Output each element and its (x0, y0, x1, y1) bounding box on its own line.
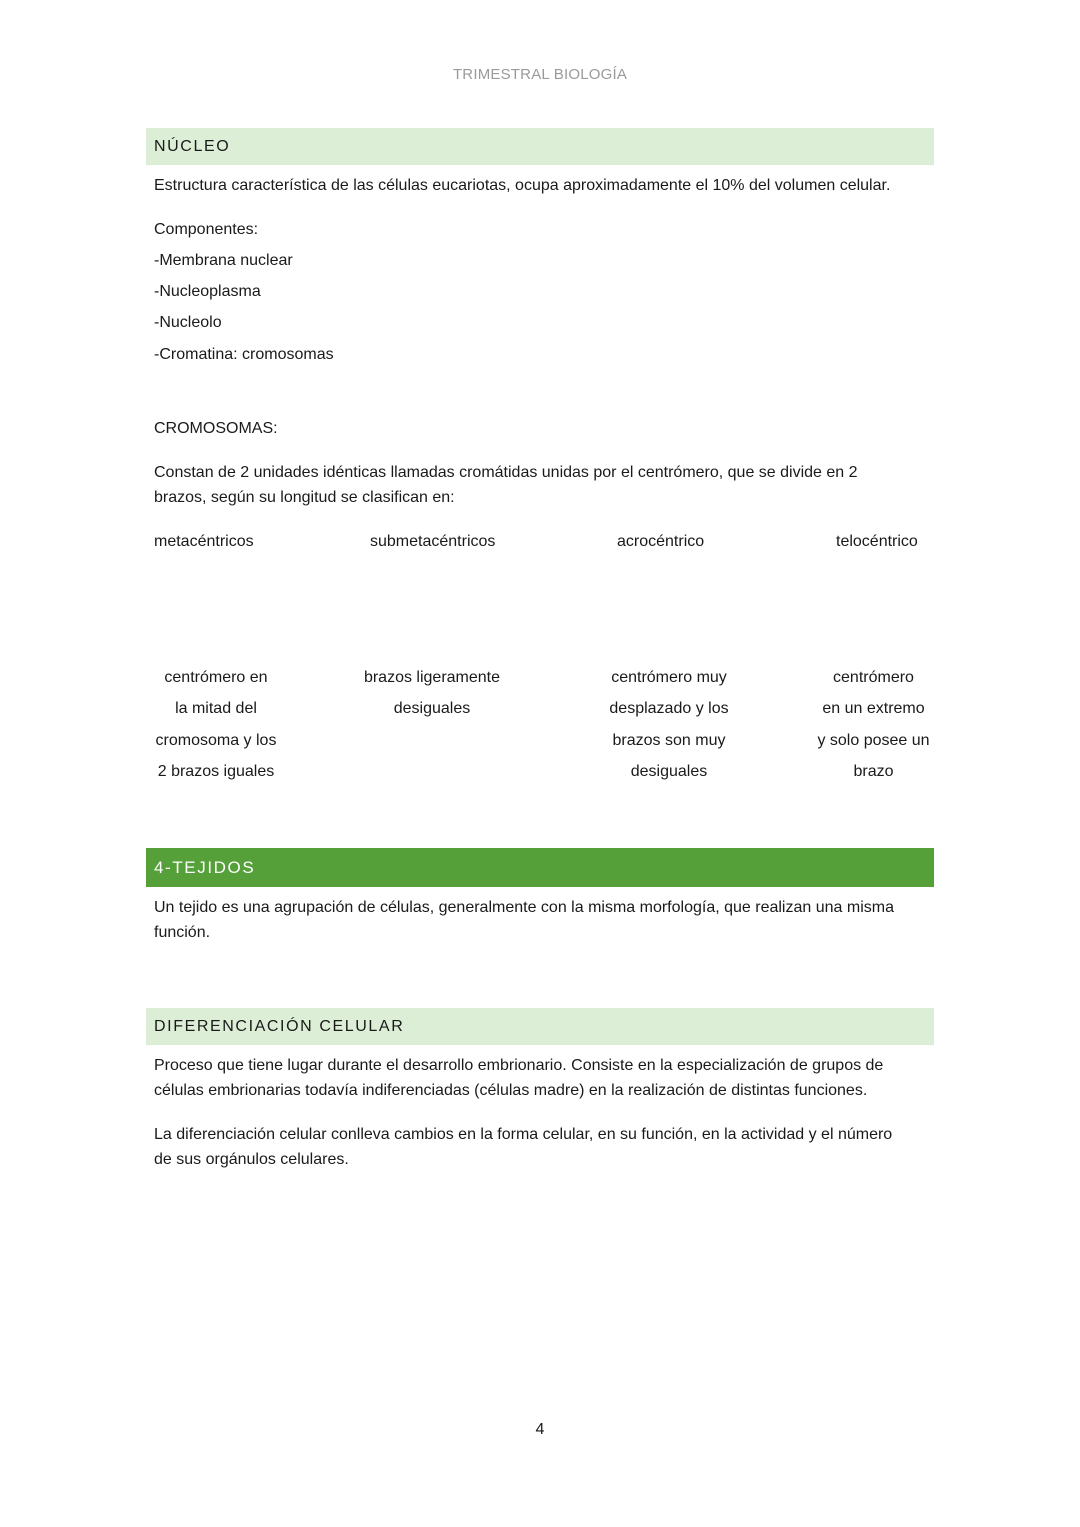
diferenciacion-text-line: de sus orgánulos celulares. (154, 1151, 349, 1168)
section-heading-diferenciacion: DIFERENCIACIÓN CELULAR (146, 1008, 934, 1045)
desc-line: centrómero muy (611, 669, 727, 686)
component-item: -Cromatina: cromosomas (154, 346, 334, 363)
desc-line: brazos son muy (612, 731, 726, 749)
chromosome-type-acrocentric: acrocéntrico (617, 533, 705, 550)
desc-line: la mitad del (175, 700, 257, 718)
desc-line: centrómero (833, 669, 914, 686)
desc-line: y solo posee un (817, 731, 930, 749)
tejidos-text-line: Un tejido es una agrupación de células, generalmente con la misma morfología, que realizan una misma (154, 899, 894, 916)
cromosomas-description-line: Constan de 2 unidades idénticas llamadas cromátidas unidas por el centrómero, que se divide en 2 (154, 464, 858, 481)
desc-line: brazo (853, 762, 894, 780)
chromosome-type-telocentric: telocéntrico (836, 533, 918, 550)
desc-line: desiguales (393, 700, 471, 718)
diferenciacion-text-line: células embrionarias todavía indiferenciadas (células madre) en la realización de distintas funciones. (154, 1082, 868, 1099)
cromosomas-heading: CROMOSOMAS: (154, 420, 278, 437)
components-label: Componentes: (154, 221, 259, 238)
chromosome-type-submetacentric: submetacéntricos (370, 533, 496, 550)
nucleo-intro-text: Estructura característica de las células eucariotas, ocupa aproximadamente el 10% del volumen celular. (154, 177, 891, 194)
desc-line: 2 brazos iguales (157, 762, 275, 780)
document-header-title: TRIMESTRAL BIOLOGÍA (452, 66, 628, 83)
desc-line: centrómero en (164, 669, 268, 686)
component-item: -Nucleoplasma (154, 283, 261, 300)
diferenciacion-text-line: Proceso que tiene lugar durante el desarrollo embrionario. Consiste en la especialización de grupos de (154, 1057, 884, 1074)
component-item: -Nucleolo (154, 314, 222, 331)
page-number: 4 (535, 1421, 545, 1438)
desc-line: brazos ligeramente (363, 669, 501, 686)
cromosomas-description-line: brazos, según su longitud se clasifican en: (154, 489, 455, 506)
desc-line: desiguales (630, 762, 708, 780)
section-heading-nucleo: NÚCLEO (146, 128, 934, 165)
chromosome-type-metacentric: metacéntricos (154, 533, 254, 550)
chromosome-desc-acrocentric (594, 662, 744, 787)
desc-line: cromosoma y los (155, 731, 277, 749)
chromosome-desc-metacentric (146, 662, 286, 787)
component-item: -Membrana nuclear (154, 252, 293, 269)
desc-line: en un extremo (822, 700, 925, 718)
diferenciacion-text-line: La diferenciación celular conlleva cambios en la forma celular, en su función, en la actividad y el número (154, 1126, 893, 1143)
chromosome-desc-submetacentric (352, 662, 512, 725)
chromosome-desc-telocentric (796, 662, 951, 787)
tejidos-text-line: función. (154, 924, 211, 941)
desc-line: desplazado y los (609, 700, 729, 718)
section-heading-tejidos: 4-TEJIDOS (146, 848, 934, 887)
